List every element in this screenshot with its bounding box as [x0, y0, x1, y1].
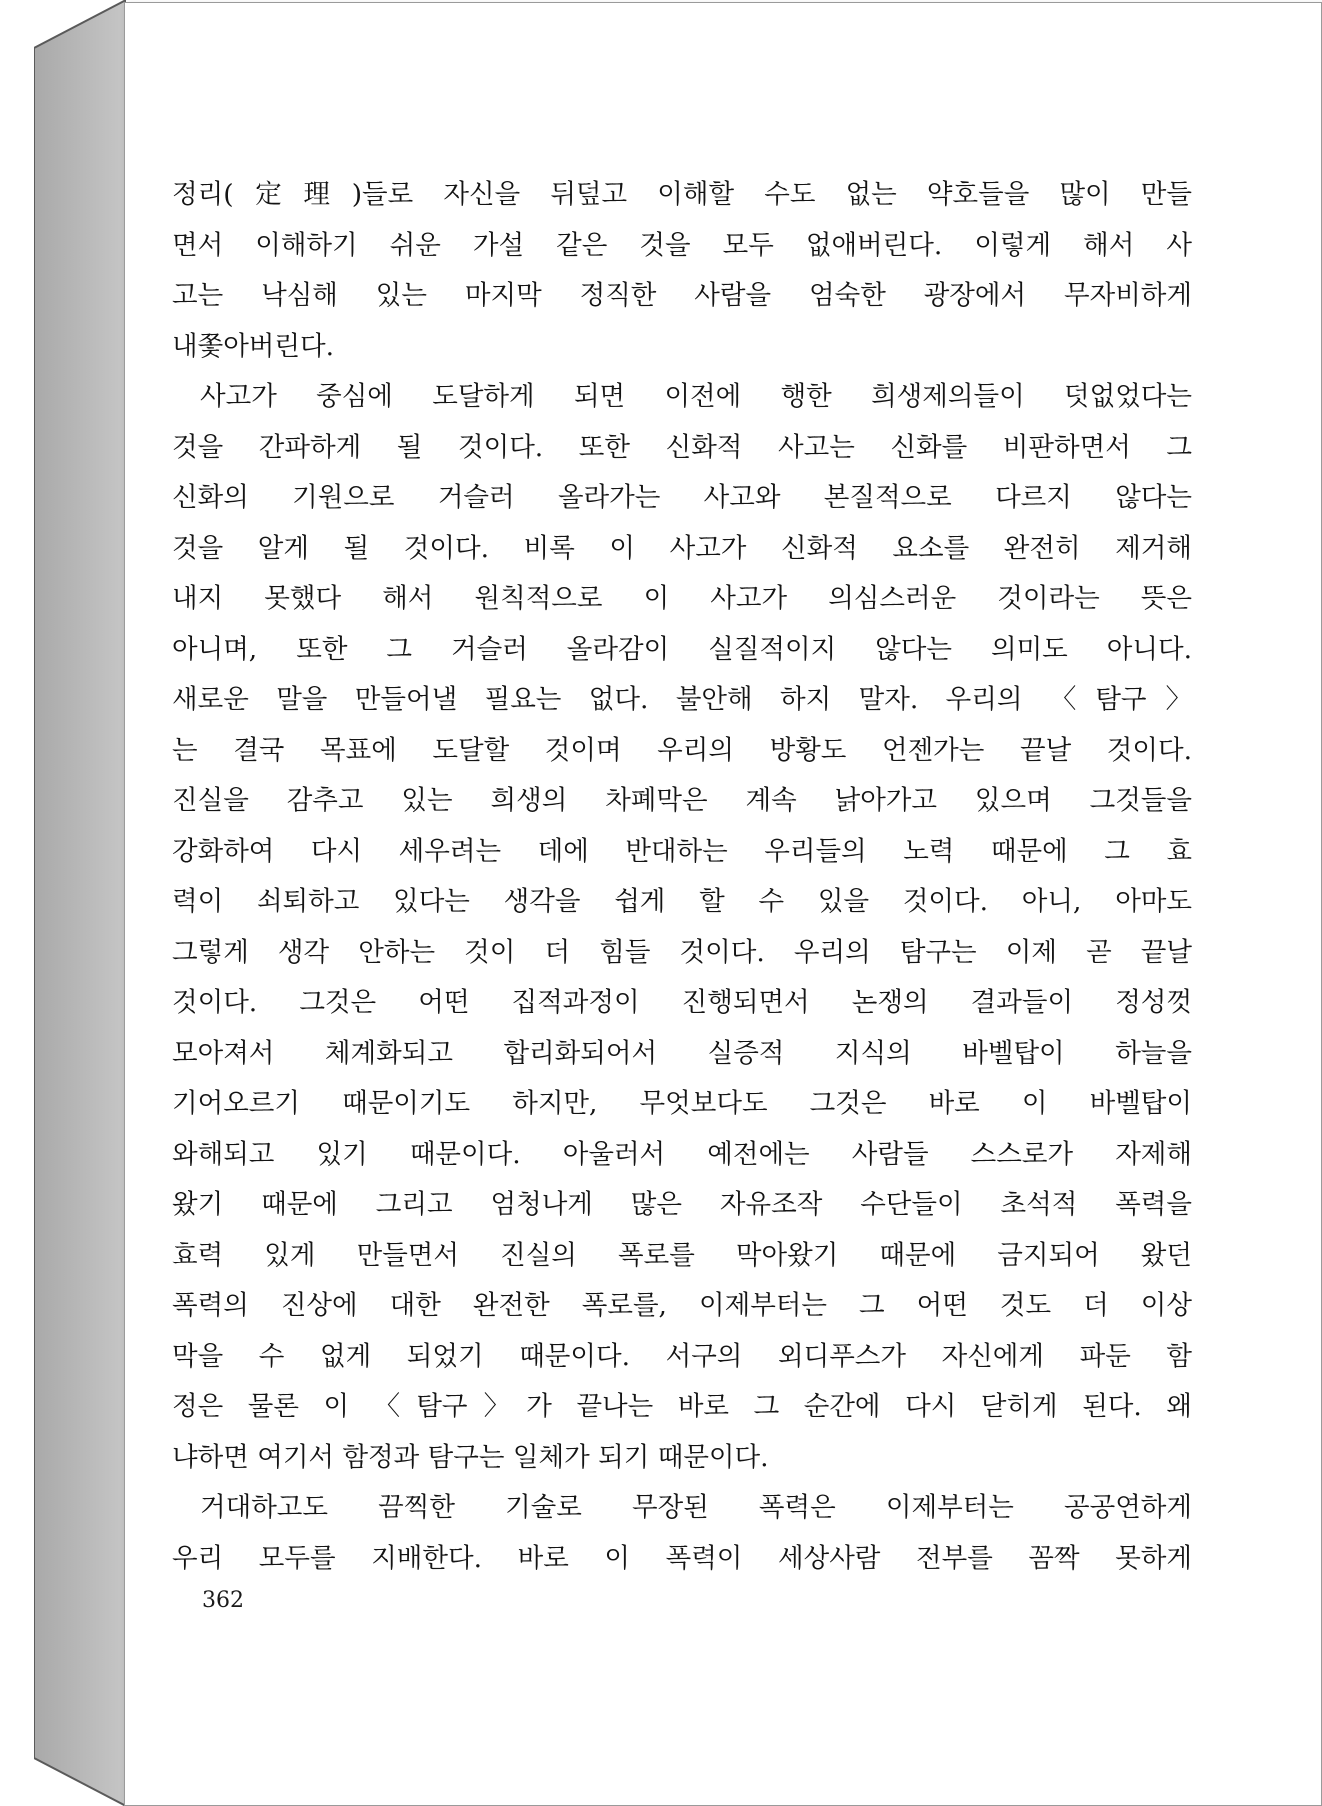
text-line: 고는 낙심해 있는 마지막 정직한 사람을 엄숙한 광장에서 무자비하게	[172, 280, 1192, 311]
text-line: 왔기 때문에 그리고 엄청나게 많은 자유조작 수단들이 초석적 폭력을	[172, 1189, 1192, 1220]
text-line: 것을 알게 될 것이다. 비록 이 사고가 신화적 요소를 완전히 제거해	[172, 532, 1192, 564]
text-line: 면서 이해하기 쉬운 가설 같은 것을 모두 없애버린다. 이렇게 해서 사	[172, 229, 1192, 261]
text-line: 사고가 중심에 도달하게 되면 이전에 행한 희생제의들이 덧없었다는	[200, 381, 1192, 412]
text-line: 력이 쇠퇴하고 있다는 생각을 쉽게 할 수 있을 것이다. 아니, 아마도	[172, 886, 1192, 917]
text-line: 는 결국 목표에 도달할 것이며 우리의 방황도 언젠가는 끝날 것이다.	[172, 734, 1192, 766]
text-line: 효력 있게 만들면서 진실의 폭로를 막아왔기 때문에 금지되어 왔던	[172, 1239, 1192, 1271]
text-line: 폭력의 진상에 대한 완전한 폭로를, 이제부터는 그 어떤 것도 더 이상	[172, 1290, 1192, 1321]
text-line: 모아져서 체계화되고 합리화되어서 실증적 지식의 바벨탑이 하늘을	[172, 1037, 1192, 1069]
text-line: 내지 못했다 해서 원칙적으로 이 사고가 의심스러운 것이라는 뜻은	[172, 583, 1192, 614]
text-line: 정리(定理)들로 자신을 뒤덮고 이해할 수도 없는 약호들을 많이 만들	[172, 179, 1192, 210]
text-line: 새로운 말을 만들어낼 필요는 없다. 불안해 하지 말자. 우리의 〈탐구〉	[172, 684, 1192, 715]
text-line: 거대하고도 끔찍한 기술로 무장된 폭력은 이제부터는 공공연하게	[200, 1492, 1192, 1523]
text-line: 아니며, 또한 그 거슬러 올라감이 실질적이지 않다는 의미도 아니다.	[172, 633, 1192, 665]
page-number: 362	[202, 1588, 244, 1613]
book-spine	[34, 0, 126, 1806]
text-line: 것이다. 그것은 어떤 집적과정이 진행되면서 논쟁의 결과들이 정성껏	[172, 987, 1192, 1018]
text-line: 강화하여 다시 세우려는 데에 반대하는 우리들의 노력 때문에 그 효	[172, 835, 1192, 867]
text-line: 신화의 기원으로 거슬러 올라가는 사고와 본질적으로 다르지 않다는	[172, 482, 1192, 513]
text-line: 내쫓아버린다.	[172, 330, 335, 362]
text-line: 정은 물론 이 〈탐구〉가 끝나는 바로 그 순간에 다시 닫히게 된다. 왜	[172, 1391, 1192, 1422]
text-line: 우리 모두를 지배한다. 바로 이 폭력이 세상사람 전부를 꼼짝 못하게	[172, 1542, 1192, 1574]
text-line: 냐하면 여기서 함정과 탐구는 일체가 되기 때문이다.	[172, 1441, 769, 1473]
text-line: 막을 수 없게 되었기 때문이다. 서구의 외디푸스가 자신에게 파둔 함	[172, 1340, 1192, 1372]
text-line: 것을 간파하게 될 것이다. 또한 신화적 사고는 신화를 비판하면서 그	[172, 431, 1192, 463]
text-line: 진실을 감추고 있는 희생의 차폐막은 계속 낡아가고 있으며 그것들을	[172, 785, 1192, 816]
text-line: 기어오르기 때문이기도 하지만, 무엇보다도 그것은 바로 이 바벨탑이	[172, 1088, 1192, 1119]
page-body-text	[172, 170, 1192, 1584]
text-line: 와해되고 있기 때문이다. 아울러서 예전에는 사람들 스스로가 자제해	[172, 1138, 1192, 1170]
text-line: 그렇게 생각 안하는 것이 더 힘들 것이다. 우리의 탐구는 이제 곧 끝날	[172, 936, 1192, 968]
